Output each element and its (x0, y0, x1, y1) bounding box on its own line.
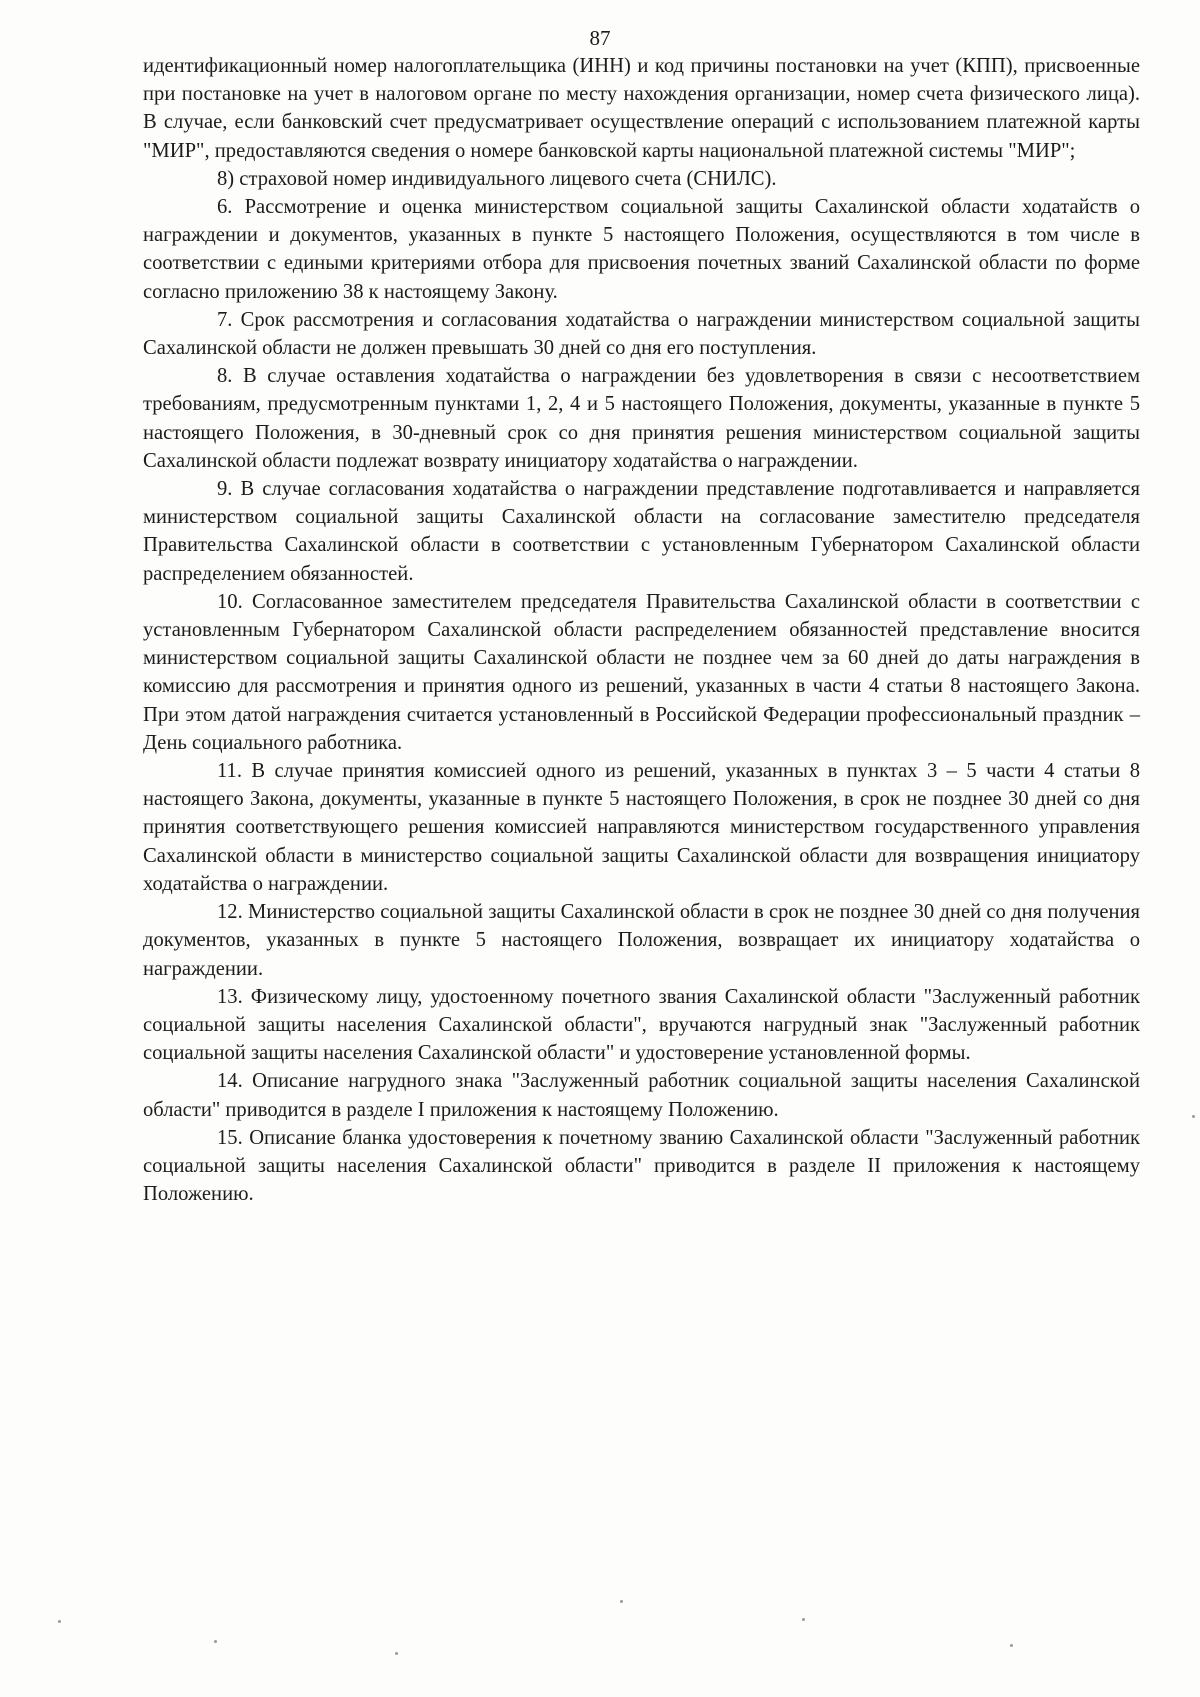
scan-speck (58, 1620, 61, 1623)
paragraph-8: 8. В случае оставления ходатайства о награждении без удовлетворения в связи с несоответствием требованиям, предусмотренным пунктами 1, 2, 4 и 5 настоящего Положения, документы, указанные в пункте 5 настоящего Положения, в 30-дневный срок со дня принятия решения министерством социальной защиты Сахалинской области подлежат возврату инициатору ходатайства о награждении. (143, 365, 1140, 472)
paragraph-14: 14. Описание нагрудного знака "Заслуженный работник социальной защиты населения Сахалинской области" приводится в разделе I приложения к настоящему Положению. (143, 1070, 1140, 1121)
document-body (143, 52, 1140, 1208)
page-number: 87 (589, 26, 611, 50)
scan-speck (395, 1652, 398, 1655)
paragraph-6: 6. Рассмотрение и оценка министерством социальной защиты Сахалинской области ходатайств о награждении и документов, указанных в пункте 5 настоящего Положения, осуществляются в том числе в соответствии с едиными критериями отбора для присвоения почетных званий Сахалинской области по форме согласно приложению 38 к настоящему Закону. (143, 196, 1140, 303)
scan-speck (802, 1618, 805, 1621)
paragraph-12: 12. Министерство социальной защиты Сахалинской области в срок не позднее 30 дней со дня получения документов, указанных в пункте 5 настоящего Положения, возвращает их инициатору ходатайства о награждении. (143, 901, 1140, 980)
scan-speck (1192, 1115, 1195, 1118)
paragraph-13: 13. Физическому лицу, удостоенному почетного звания Сахалинской области "Заслуженный работник социальной защиты населения Сахалинской области", вручаются нагрудный знак "Заслуженный работник социальной защиты населения Сахалинской области" и удостоверение установленной формы. (143, 985, 1140, 1065)
paragraph-item-8-snils: 8) страховой номер индивидуального лицевого счета (СНИЛС). (217, 167, 777, 190)
scan-speck (1010, 1644, 1013, 1647)
paragraph-9: 9. В случае согласования ходатайства о награждении представление подготавливается и направляется министерством социальной защиты Сахалинской области на согласование заместителю председателя Правительства Сахалинской области в соответствии с установленным Губернатором Сахалинской области распределением обязанностей. (143, 478, 1140, 585)
scan-speck (214, 1640, 217, 1643)
scan-speck (620, 1600, 623, 1603)
paragraph-7: 7. Срок рассмотрения и согласования ходатайства о награждении министерством социальной защиты Сахалинской области не должен превышать 30 дней со дня его поступления. (143, 308, 1140, 360)
paragraph-11: 11. В случае принятия комиссией одного из решений, указанных в пунктах 3 – 5 части 4 статьи 8 настоящего Закона, документы, указанные в пункте 5 настоящего Положения, в срок не позднее 30 дней со дня принятия соответствующего решения комиссией направляются министерством государственного управления Сахалинской области в министерство социальной защиты Сахалинской области для возвращения инициатору ходатайства о награждении. (143, 760, 1140, 895)
paragraph-10: 10. Согласованное заместителем председателя Правительства Сахалинской области в соответствии с установленным Губернатором Сахалинской области распределением обязанностей представление вносится министерством социальной защиты Сахалинской области не позднее чем за 60 дней до даты награждения в комиссию для рассмотрения и принятия одного из решений, указанных в части 4 статьи 8 настоящего Закона. При этом датой награждения считается установленный в Российской Федерации профессиональный праздник – День социального работника. (143, 590, 1140, 754)
paragraph-15: 15. Описание бланка удостоверения к почетному званию Сахалинской области "Заслуженный работник социальной защиты населения Сахалинской области" приводится в разделе II приложения к настоящему Положению. (143, 1126, 1140, 1206)
paragraph-continuation: идентификационный номер налогоплательщика (ИНН) и код причины постановки на учет (КПП), присвоенные при постановке на учет в налоговом органе по месту нахождения организации, номер счета физического лица). В случае, если банковский счет предусматривает осуществление операций с использованием платежной карты "МИР", предоставляются сведения о номере банковской карты национальной платежной системы "МИР"; (143, 55, 1140, 162)
